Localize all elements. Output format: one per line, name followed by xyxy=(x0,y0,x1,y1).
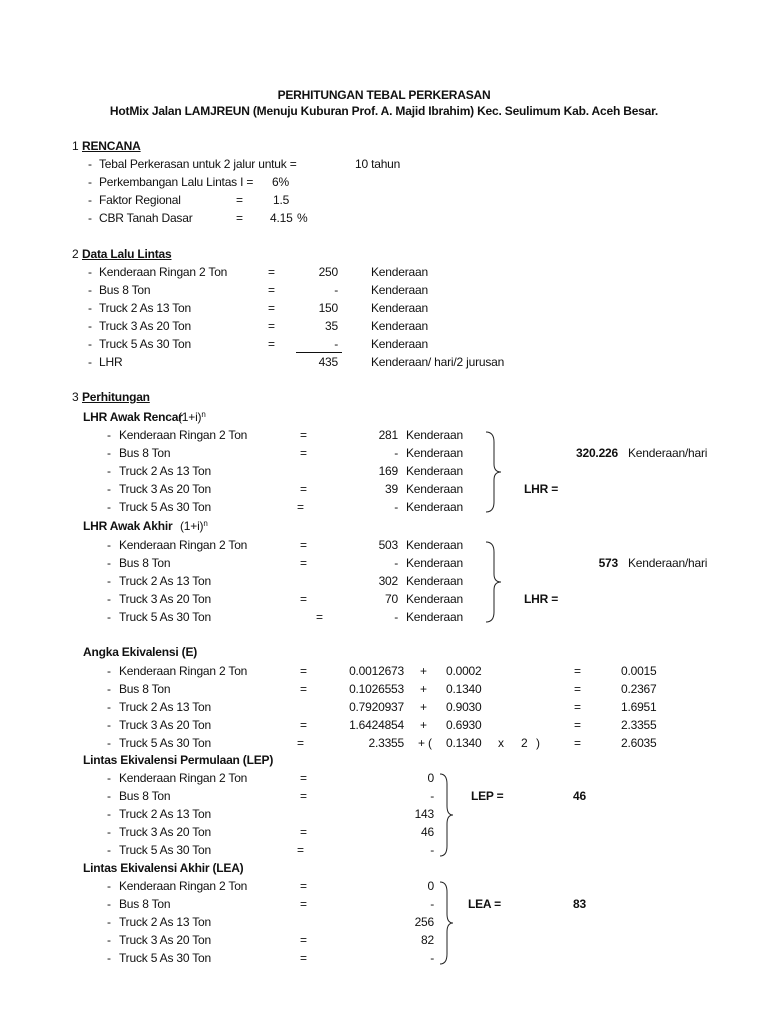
row-value: 0 xyxy=(427,771,434,785)
row-label: Bus 8 Ton xyxy=(119,682,171,696)
row-equals: = xyxy=(316,610,323,624)
row-unit: Kenderaan xyxy=(406,610,463,624)
curly-brace-icon xyxy=(484,430,504,514)
row-dash: - xyxy=(107,718,111,732)
row-equals: = xyxy=(300,825,307,839)
operator: + xyxy=(420,664,427,678)
row-equals: = xyxy=(300,771,307,785)
result: 2.6035 xyxy=(621,736,657,750)
row-value: 435 xyxy=(318,355,338,369)
operator: + xyxy=(420,718,427,732)
formula-text: (1+i) xyxy=(178,410,202,424)
row-dash: - xyxy=(107,428,111,442)
sum-divider xyxy=(296,352,342,353)
row-label: Bus 8 Ton xyxy=(99,283,151,297)
row-label: LHR xyxy=(99,355,123,369)
lhr-awal-result-label: LHR = xyxy=(524,482,559,496)
row-label: Bus 8 Ton xyxy=(119,446,171,460)
row-label: Truck 5 As 30 Ton xyxy=(99,337,191,351)
row-dash: - xyxy=(88,337,92,351)
lhr-akhir-result-label: LHR = xyxy=(524,592,559,606)
row-label: Truck 2 As 13 Ton xyxy=(99,301,191,315)
row-value: 10 tahun xyxy=(355,157,401,171)
lhr-awal-result-value: 320.226 xyxy=(576,446,618,460)
row-label: Faktor Regional xyxy=(99,193,181,207)
row-dash: - xyxy=(107,500,111,514)
row-label: Truck 3 As 20 Ton xyxy=(119,592,211,606)
value-b: 0.9030 xyxy=(446,700,482,714)
row-unit: Kenderaan/ hari/2 jurusan xyxy=(371,355,505,369)
section-number: 1 xyxy=(72,139,79,153)
row-value: 46 xyxy=(421,825,434,839)
close-paren: ) xyxy=(536,736,540,750)
lea-result-value: 83 xyxy=(573,897,586,911)
row-dash: - xyxy=(88,157,92,171)
row-value: - xyxy=(430,951,434,965)
row-label: Truck 5 As 30 Ton xyxy=(119,951,211,965)
row-label: Truck 2 As 13 Ton xyxy=(119,807,211,821)
row-value: 250 xyxy=(318,265,338,279)
row-value: 39 xyxy=(385,482,398,496)
row-value: 1.5 xyxy=(273,193,290,207)
row-dash: - xyxy=(107,807,111,821)
section-number: 2 xyxy=(72,247,79,261)
row-value: - xyxy=(334,337,338,351)
row-value: 6% xyxy=(272,175,289,189)
row-label: Truck 2 As 13 Ton xyxy=(119,464,211,478)
row-equals: = xyxy=(300,897,307,911)
row-equals: = xyxy=(300,933,307,947)
row-value: 4.15 xyxy=(270,211,293,225)
row-value: 503 xyxy=(378,538,398,552)
value-b: 0.0002 xyxy=(446,664,482,678)
row-label: Bus 8 Ton xyxy=(119,556,171,570)
section-heading-rencana: RENCANA xyxy=(82,139,141,153)
row-equals: = xyxy=(297,500,304,514)
row-dash: - xyxy=(107,592,111,606)
row-equals: = xyxy=(300,951,307,965)
row-equals: = xyxy=(236,193,243,207)
row-dash: - xyxy=(88,319,92,333)
row-label: Perkembangan Lalu Lintas I = xyxy=(99,175,254,189)
row-equals: = xyxy=(268,301,275,315)
row-label: Kenderaan Ringan 2 Ton xyxy=(119,538,248,552)
multiplier: 2 xyxy=(521,736,528,750)
lhr-akhir-heading: LHR Awak Akhir xyxy=(83,519,173,533)
ekivalensi-heading: Angka Ekivalensi (E) xyxy=(83,645,198,659)
row-equals: = xyxy=(268,319,275,333)
lhr-akhir-result-unit: Kenderaan/hari xyxy=(628,556,708,570)
growth-formula xyxy=(180,519,208,533)
lep-heading: Lintas Ekivalensi Permulaan (LEP) xyxy=(83,753,274,767)
lea-heading: Lintas Ekivalensi Akhir (LEA) xyxy=(83,861,244,875)
row-equals: = xyxy=(268,337,275,351)
lea-result-label: LEA = xyxy=(468,897,501,911)
row-value: 35 xyxy=(325,319,338,333)
row-dash: - xyxy=(107,556,111,570)
row-value: 281 xyxy=(378,428,398,442)
row-label: Truck 3 As 20 Ton xyxy=(119,825,211,839)
row-dash: - xyxy=(107,446,111,460)
row-dash: - xyxy=(107,482,111,496)
row-equals: = xyxy=(300,592,307,606)
row-equals: = xyxy=(300,482,307,496)
section-heading-perhitungan: Perhitungan xyxy=(82,390,150,404)
row-value: 169 xyxy=(378,464,398,478)
value-b: 0.1340 xyxy=(446,736,482,750)
formula-exponent: n xyxy=(201,410,206,419)
value-b: 0.6930 xyxy=(446,718,482,732)
row-value: - xyxy=(394,500,398,514)
row-value: - xyxy=(430,843,434,857)
lep-result-value: 46 xyxy=(573,789,586,803)
row-unit: Kenderaan xyxy=(371,265,428,279)
row-dash: - xyxy=(107,736,111,750)
row-label: Truck 3 As 20 Ton xyxy=(119,482,211,496)
row-label: CBR Tanah Dasar xyxy=(99,211,193,225)
row-label: Truck 5 As 30 Ton xyxy=(119,843,211,857)
row-dash: - xyxy=(107,700,111,714)
row-equals: = xyxy=(300,789,307,803)
result: 0.0015 xyxy=(621,664,657,678)
row-equals: = xyxy=(300,682,307,696)
row-dash: - xyxy=(107,915,111,929)
row-label: Truck 2 As 13 Ton xyxy=(119,700,211,714)
row-dash: - xyxy=(107,664,111,678)
row-equals: = xyxy=(574,718,581,732)
row-equals: = xyxy=(300,428,307,442)
row-label: Truck 2 As 13 Ton xyxy=(119,574,211,588)
row-label: Truck 3 As 20 Ton xyxy=(99,319,191,333)
row-value: 82 xyxy=(421,933,434,947)
row-dash: - xyxy=(88,283,92,297)
row-value: - xyxy=(394,610,398,624)
row-label: Truck 5 As 30 Ton xyxy=(119,736,211,750)
row-dash: - xyxy=(88,301,92,315)
row-label: Kenderaan Ringan 2 Ton xyxy=(119,664,248,678)
row-unit: Kenderaan xyxy=(406,592,463,606)
row-dash: - xyxy=(88,355,92,369)
row-value: 143 xyxy=(414,807,434,821)
formula-text: (1+i) xyxy=(180,519,204,533)
curly-brace-icon xyxy=(438,772,456,858)
row-dash: - xyxy=(107,610,111,624)
row-unit: Kenderaan xyxy=(406,446,463,460)
lhr-awal-heading: LHR Awak Rencar xyxy=(83,410,183,424)
row-equals: = xyxy=(574,682,581,696)
row-label: Tebal Perkerasan untuk 2 jalur untuk = xyxy=(99,157,297,171)
row-unit: % xyxy=(297,211,308,225)
row-unit: Kenderaan xyxy=(371,319,428,333)
row-dash: - xyxy=(107,933,111,947)
value-a: 0.7920937 xyxy=(349,700,404,714)
row-dash: - xyxy=(88,265,92,279)
row-value: 302 xyxy=(378,574,398,588)
row-unit: Kenderaan xyxy=(406,574,463,588)
row-label: Kenderaan Ringan 2 Ton xyxy=(119,771,248,785)
row-unit: Kenderaan xyxy=(406,500,463,514)
row-label: Bus 8 Ton xyxy=(119,789,171,803)
lhr-awal-result-unit: Kenderaan/hari xyxy=(628,446,708,460)
section-number: 3 xyxy=(72,390,79,404)
row-equals: = xyxy=(300,664,307,678)
row-equals: = xyxy=(300,718,307,732)
row-label: Truck 2 As 13 Ton xyxy=(119,915,211,929)
formula-exponent: n xyxy=(203,519,208,528)
row-value: 70 xyxy=(385,592,398,606)
row-dash: - xyxy=(107,538,111,552)
row-label: Truck 3 As 20 Ton xyxy=(119,718,211,732)
curly-brace-icon xyxy=(484,540,504,624)
row-equals: = xyxy=(297,843,304,857)
row-unit: Kenderaan xyxy=(371,301,428,315)
operator: + xyxy=(420,700,427,714)
row-value: 150 xyxy=(318,301,338,315)
row-equals: = xyxy=(268,265,275,279)
row-value: - xyxy=(394,446,398,460)
row-unit: Kenderaan xyxy=(406,538,463,552)
row-equals: = xyxy=(236,211,243,225)
row-label: Bus 8 Ton xyxy=(119,897,171,911)
row-label: Kenderaan Ringan 2 Ton xyxy=(119,879,248,893)
value-a: 1.6424854 xyxy=(349,718,404,732)
row-unit: Kenderaan xyxy=(371,337,428,351)
row-label: Truck 5 As 30 Ton xyxy=(119,500,211,514)
row-value: - xyxy=(334,283,338,297)
lhr-akhir-result-value: 573 xyxy=(598,556,618,570)
row-dash: - xyxy=(107,879,111,893)
row-unit: Kenderaan xyxy=(406,482,463,496)
row-equals: = xyxy=(300,879,307,893)
row-unit: Kenderaan xyxy=(371,283,428,297)
row-dash: - xyxy=(107,825,111,839)
multiply-sign: x xyxy=(498,736,504,750)
row-equals: = xyxy=(300,538,307,552)
row-dash: - xyxy=(88,175,92,189)
row-equals: = xyxy=(574,700,581,714)
row-label: Kenderaan Ringan 2 Ton xyxy=(99,265,228,279)
curly-brace-icon xyxy=(438,880,456,966)
result: 0.2367 xyxy=(621,682,657,696)
value-b: 0.1340 xyxy=(446,682,482,696)
row-equals: = xyxy=(297,736,304,750)
row-dash: - xyxy=(107,789,111,803)
row-value: - xyxy=(430,897,434,911)
result: 1.6951 xyxy=(621,700,657,714)
operator: + ( xyxy=(418,736,432,750)
row-dash: - xyxy=(88,211,92,225)
result: 2.3355 xyxy=(621,718,657,732)
page-subtitle: HotMix Jalan LAMJREUN (Menuju Kuburan Prof. A. Majid Ibrahim) Kec. Seulimum Kab. Aceh Besar. xyxy=(109,104,659,118)
row-unit: Kenderaan xyxy=(406,556,463,570)
row-dash: - xyxy=(107,771,111,785)
lep-result-label: LEP = xyxy=(471,789,504,803)
row-label: Truck 5 As 30 Ton xyxy=(119,610,211,624)
row-equals: = xyxy=(268,283,275,297)
row-dash: - xyxy=(107,843,111,857)
value-a: 0.0012673 xyxy=(349,664,404,678)
row-dash: - xyxy=(107,951,111,965)
row-equals: = xyxy=(574,664,581,678)
row-dash: - xyxy=(107,464,111,478)
growth-formula xyxy=(178,410,206,424)
row-unit: Kenderaan xyxy=(406,428,463,442)
row-value: 256 xyxy=(414,915,434,929)
value-a: 2.3355 xyxy=(368,736,404,750)
row-dash: - xyxy=(88,193,92,207)
row-value: 0 xyxy=(427,879,434,893)
section-heading-data-lalu-lintas: Data Lalu Lintas xyxy=(82,247,172,261)
row-dash: - xyxy=(107,682,111,696)
row-equals: = xyxy=(300,556,307,570)
row-value: - xyxy=(394,556,398,570)
row-equals: = xyxy=(574,736,581,750)
value-a: 0.1026553 xyxy=(349,682,404,696)
operator: + xyxy=(420,682,427,696)
row-dash: - xyxy=(107,574,111,588)
row-equals: = xyxy=(300,446,307,460)
row-dash: - xyxy=(107,897,111,911)
row-unit: Kenderaan xyxy=(406,464,463,478)
page-title: PERHITUNGAN TEBAL PERKERASAN xyxy=(277,88,491,102)
row-label: Kenderaan Ringan 2 Ton xyxy=(119,428,248,442)
row-label: Truck 3 As 20 Ton xyxy=(119,933,211,947)
row-value: - xyxy=(430,789,434,803)
